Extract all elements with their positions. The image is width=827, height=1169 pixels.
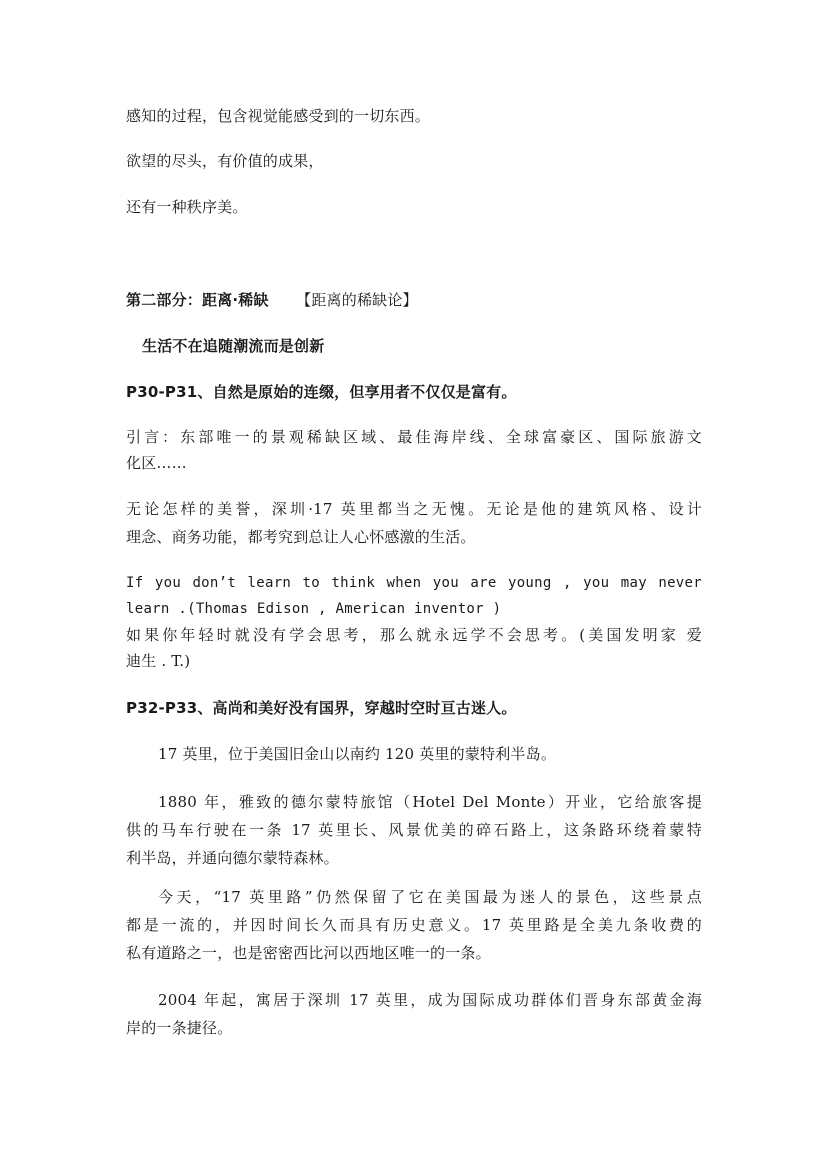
quote-line: If you don’t learn to think when you are young , you may never — [126, 575, 702, 591]
paragraph-line: 都是一流的，并因时间长久而具有历史意义。17 英里路是全美九条收费的 — [126, 916, 702, 934]
intro-line: 化区…… — [126, 454, 187, 472]
subheading: 生活不在追随潮流而是创新 — [142, 337, 325, 355]
paragraph-line: 17 英里，位于美国旧金山以南约 120 英里的蒙特利半岛。 — [158, 745, 557, 763]
paragraph-line: 私有道路之一，也是密密西比河以西地区唯一的一条。 — [126, 944, 491, 962]
intro-line: 引言：东部唯一的景观稀缺区域、最佳海岸线、全球富豪区、国际旅游文 — [126, 428, 702, 446]
paragraph-line: 岸的一条捷径。 — [126, 1019, 233, 1037]
paragraph-line: 利半岛，并通向德尔蒙特森林。 — [126, 849, 339, 867]
text-line: 感知的过程，包含视觉能感受到的一切东西。 — [126, 107, 431, 125]
paragraph-line: 2004 年起，寓居于深圳 17 英里，成为国际成功群体们晋身东部黄金海 — [158, 991, 702, 1009]
paragraph-line: 今天，“17 英里路”仍然保留了它在美国最为迷人的景色，这些景点 — [158, 888, 702, 906]
quote-translation-line: 如果你年轻时就没有学会思考，那么就永远学不会思考。(美国发明家 爱 — [126, 626, 702, 644]
paragraph-line: 无论怎样的美誉，深圳·17 英里都当之无愧。无论是他的建筑风格、设计 — [126, 500, 702, 518]
text-line: 还有一种秩序美。 — [126, 198, 248, 216]
heading-text: 第二部分：距离·稀缺 — [126, 291, 269, 309]
heading-subtitle: 【距离的稀缺论】 — [296, 291, 418, 309]
quote-line: learn .(Thomas Edison , American inventor ) — [126, 601, 502, 617]
paragraph-line: 理念、商务功能，都考究到总让人心怀感激的生活。 — [126, 528, 476, 546]
quote-translation-line: 迪生 . T.) — [126, 652, 191, 670]
paragraph-line: 供的马车行驶在一条 17 英里长、风景优美的碎石路上，这条路环绕着蒙特 — [126, 821, 702, 839]
section-heading — [126, 289, 418, 311]
text-line: 欲望的尽头，有价值的成果， — [126, 152, 324, 170]
paragraph-line: 1880 年，雅致的德尔蒙特旅馆（Hotel Del Monte）开业，它给旅客提 — [158, 793, 702, 811]
section-title-p30: P30-P31、自然是原始的连缀，但享用者不仅仅是富有。 — [126, 383, 517, 401]
section-title-p32: P32-P33、高尚和美好没有国界，穿越时空时亘古迷人。 — [126, 699, 517, 717]
